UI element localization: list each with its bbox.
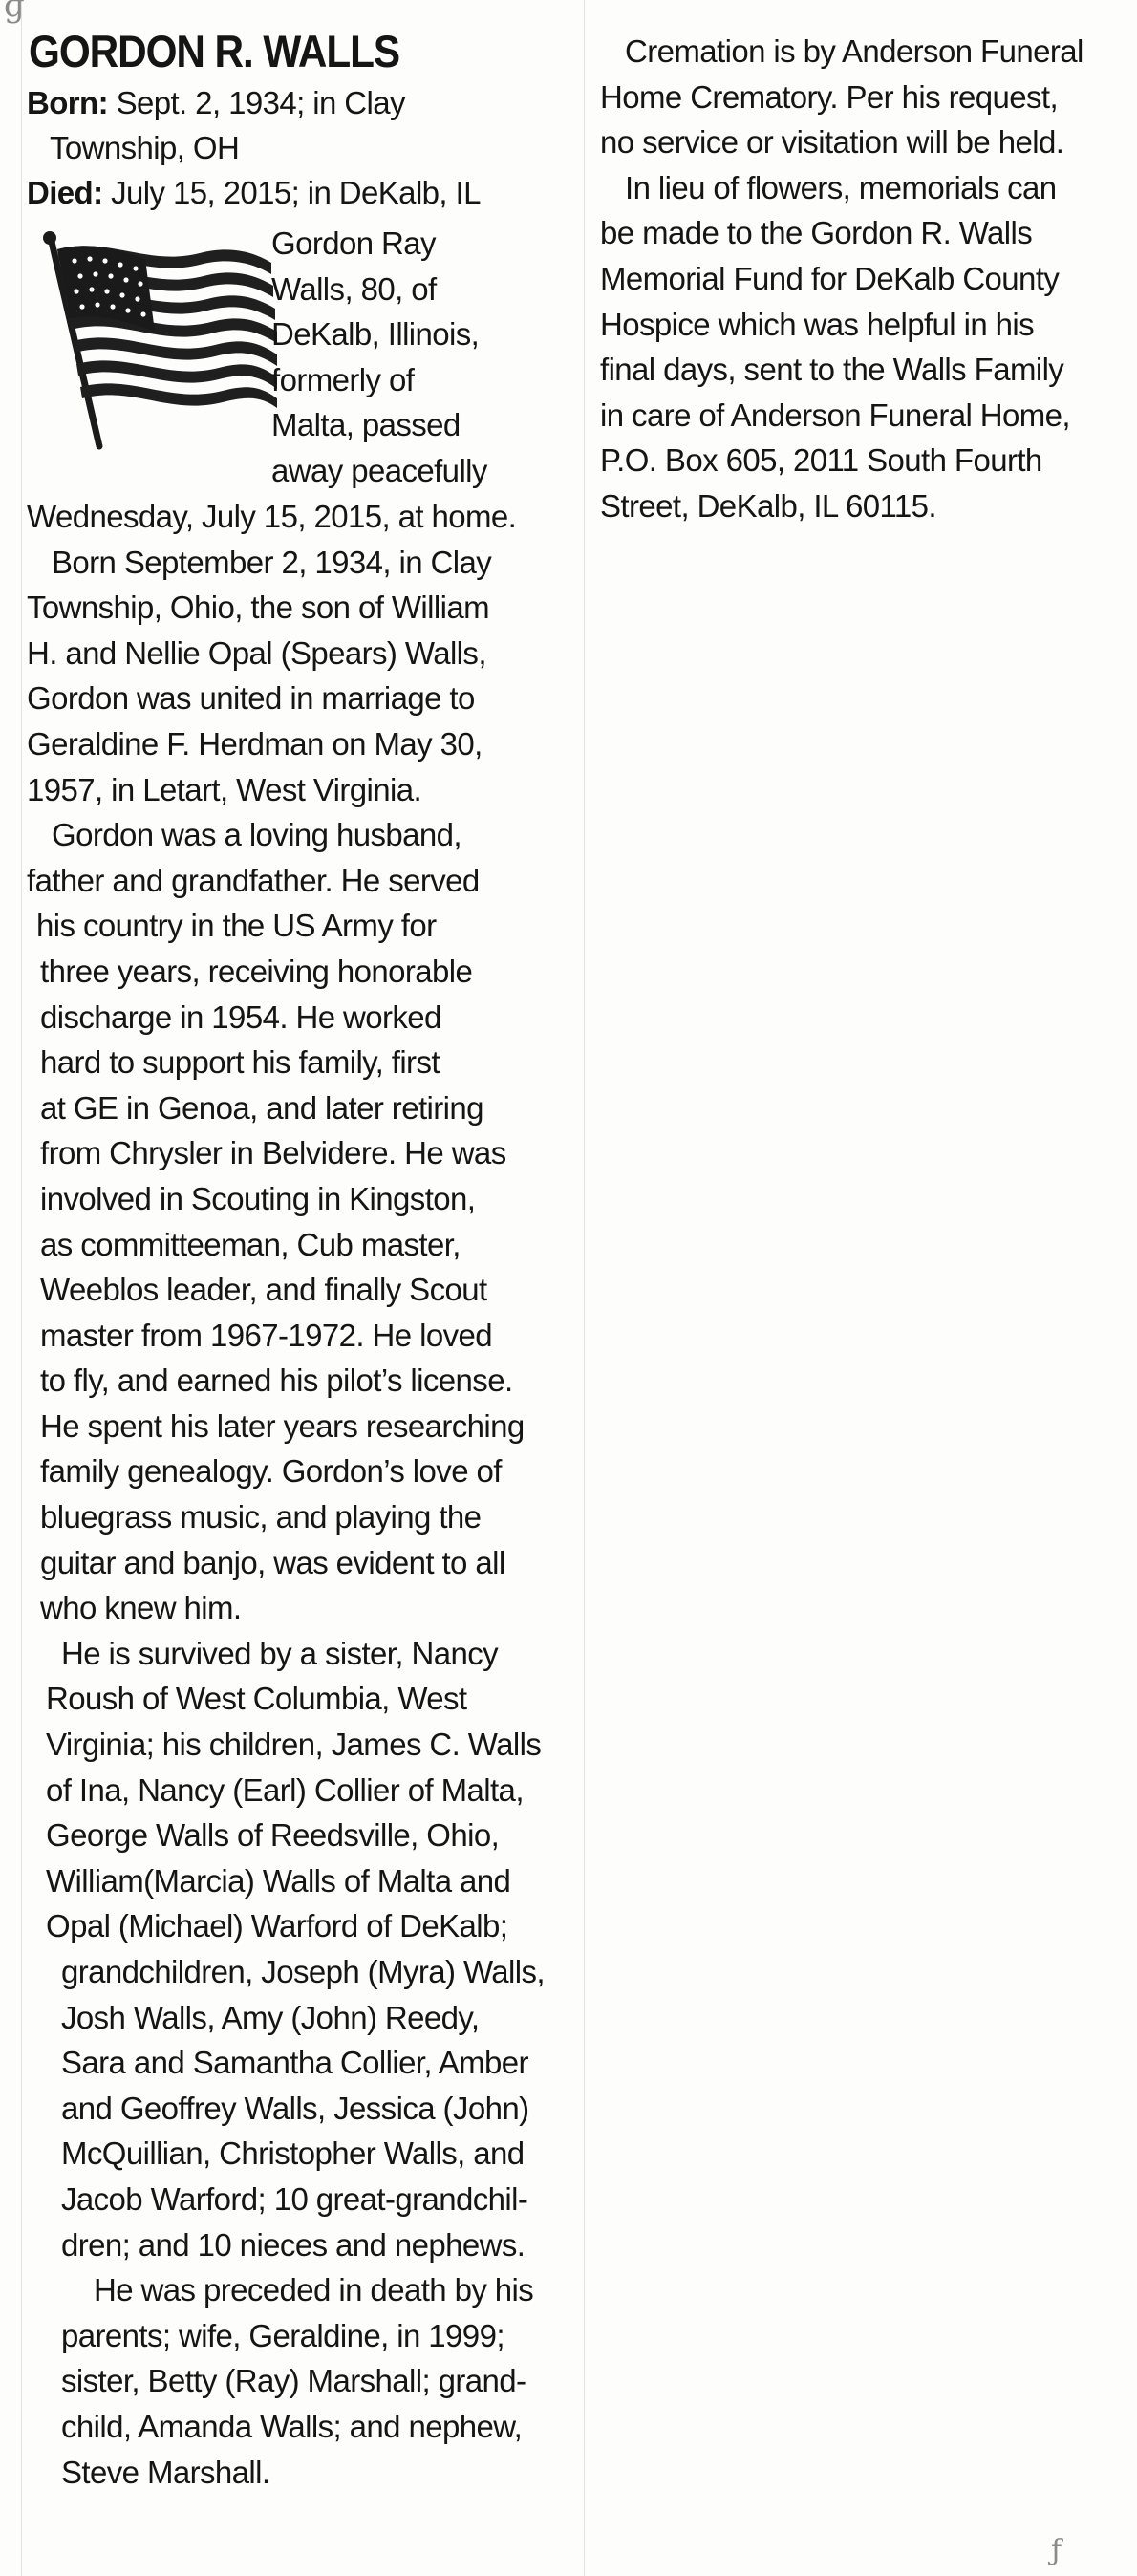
body-line: parents; wife, Geraldine, in 1999; xyxy=(61,2317,504,2353)
body-line: grandchildren, Joseph (Myra) Walls, xyxy=(61,1954,545,1989)
column-gutter-line xyxy=(584,0,585,2576)
body-line: Township, Ohio, the son of William xyxy=(27,590,489,626)
body-line: involved in Scouting in Kingston, xyxy=(40,1180,476,1216)
body-line: no service or visitation will be held. xyxy=(600,124,1064,161)
right-column xyxy=(600,29,1106,529)
body-line: guitar and banjo, was evident to all xyxy=(40,1544,505,1580)
body-line: Born September 2, 1934, in Clay xyxy=(52,544,492,580)
body-line: Weeblos leader, and finally Scout xyxy=(40,1272,487,1308)
body-line: Wednesday, July 15, 2015, at home. xyxy=(27,499,517,534)
body-line: P.O. Box 605, 2011 South Fourth xyxy=(600,442,1042,479)
body-line: He was preceded in death by his xyxy=(94,2272,534,2308)
body-line: from Chrysler in Belvidere. He was xyxy=(40,1135,506,1171)
born-line xyxy=(27,80,581,125)
body-line: final days, sent to the Walls Family xyxy=(600,352,1064,388)
body-line: at GE in Genoa, and later retiring xyxy=(40,1089,483,1126)
born-label: Born: xyxy=(27,85,108,120)
body-line: family genealogy. Gordon’s love of xyxy=(40,1453,502,1490)
body-line: discharge in 1954. He worked xyxy=(40,998,441,1035)
body-line: three years, receiving honorable xyxy=(40,953,473,989)
body-line: In lieu of flowers, memorials can xyxy=(625,169,1057,205)
body-line: Opal (Michael) Warford of DeKalb; xyxy=(46,1908,508,1944)
body-line: Geraldine F. Herdman on May 30, xyxy=(27,725,483,762)
body-line: hard to support his family, first xyxy=(40,1044,440,1081)
body-line: Virginia; his children, James C. Walls xyxy=(46,1727,542,1763)
body-line: Street, DeKalb, IL 60115. xyxy=(600,487,936,524)
body-line: Steve Marshall. xyxy=(61,2454,270,2490)
flag-intro-block xyxy=(27,221,581,500)
body-line: Cremation is by Anderson Funeral xyxy=(625,33,1083,69)
body-line: Gordon was united in marriage to xyxy=(27,680,475,717)
body-line: Roush of West Columbia, West xyxy=(46,1681,467,1717)
body-line: Memorial Fund for DeKalb County xyxy=(600,260,1060,296)
died-label: Died: xyxy=(27,175,103,210)
flag-text-line: Malta, passed xyxy=(271,407,461,443)
flag-text-line: Gordon Ray xyxy=(271,225,436,261)
left-column xyxy=(27,25,581,2495)
body-line: dren; and 10 nieces and nephews. xyxy=(61,2226,526,2263)
body-line: Sara and Samantha Collier, Amber xyxy=(61,2045,528,2081)
born-line-2 xyxy=(27,125,581,170)
flag-text-line: DeKalb, Illinois, xyxy=(271,316,480,353)
body-line: Hospice which was helpful in his xyxy=(600,306,1035,342)
obituary-name-headline: GORDON R. WALLS xyxy=(29,26,399,76)
body-line: master from 1967-1972. He loved xyxy=(40,1317,492,1353)
body-line: sister, Betty (Ray) Marshall; grand- xyxy=(61,2363,526,2399)
body-line: He spent his later years researching xyxy=(40,1407,525,1444)
body-line: 1957, in Letart, West Virginia. xyxy=(27,771,422,807)
body-line: Home Crematory. Per his request, xyxy=(600,78,1059,115)
body-line: bluegrass music, and playing the xyxy=(40,1499,482,1535)
born-value-2: Township, OH xyxy=(50,130,240,165)
body-line: as committeeman, Cub master, xyxy=(40,1226,461,1262)
obituary-body-left xyxy=(27,494,581,2495)
body-line: be made to the Gordon R. Walls xyxy=(600,215,1033,251)
handwriting-mark-bottom: ƒ xyxy=(1051,2534,1062,2567)
body-line: and Geoffrey Walls, Jessica (John) xyxy=(61,2090,529,2126)
born-value: Sept. 2, 1934; in Clay xyxy=(116,85,405,120)
flag-text-line: away peacefully xyxy=(271,452,487,488)
body-line: Jacob Warford; 10 great-grandchil- xyxy=(61,2180,528,2217)
body-line: William(Marcia) Walls of Malta and xyxy=(46,1862,511,1899)
body-line: who knew him. xyxy=(40,1590,242,1626)
body-line: of Ina, Nancy (Earl) Collier of Malta, xyxy=(46,1771,524,1808)
died-line xyxy=(27,170,581,215)
flag-text-line: formerly of xyxy=(271,361,415,397)
body-line: father and grandfather. He served xyxy=(27,862,480,898)
handwriting-mark-top: ɡ xyxy=(4,0,25,25)
body-line: to fly, and earned his pilot’s license. xyxy=(40,1363,513,1399)
scan-edge-left xyxy=(21,0,22,2576)
american-flag-icon xyxy=(32,225,281,463)
body-line: Gordon was a loving husband, xyxy=(52,817,461,853)
died-value: July 15, 2015; in DeKalb, IL xyxy=(111,175,481,210)
body-line: McQuillian, Christopher Walls, and xyxy=(61,2136,525,2172)
flag-text-line: Walls, 80, of xyxy=(271,270,437,307)
body-line: George Walls of Reedsville, Ohio, xyxy=(46,1817,500,1854)
body-line: He is survived by a sister, Nancy xyxy=(61,1635,499,1671)
flag-side-text xyxy=(271,221,487,494)
body-line: Josh Walls, Amy (John) Reedy, xyxy=(61,1999,480,2035)
body-line: his country in the US Army for xyxy=(36,908,437,944)
body-line: H. and Nellie Opal (Spears) Walls, xyxy=(27,634,486,671)
body-line: child, Amanda Walls; and nephew, xyxy=(61,2408,523,2444)
body-line: in care of Anderson Funeral Home, xyxy=(600,397,1070,433)
